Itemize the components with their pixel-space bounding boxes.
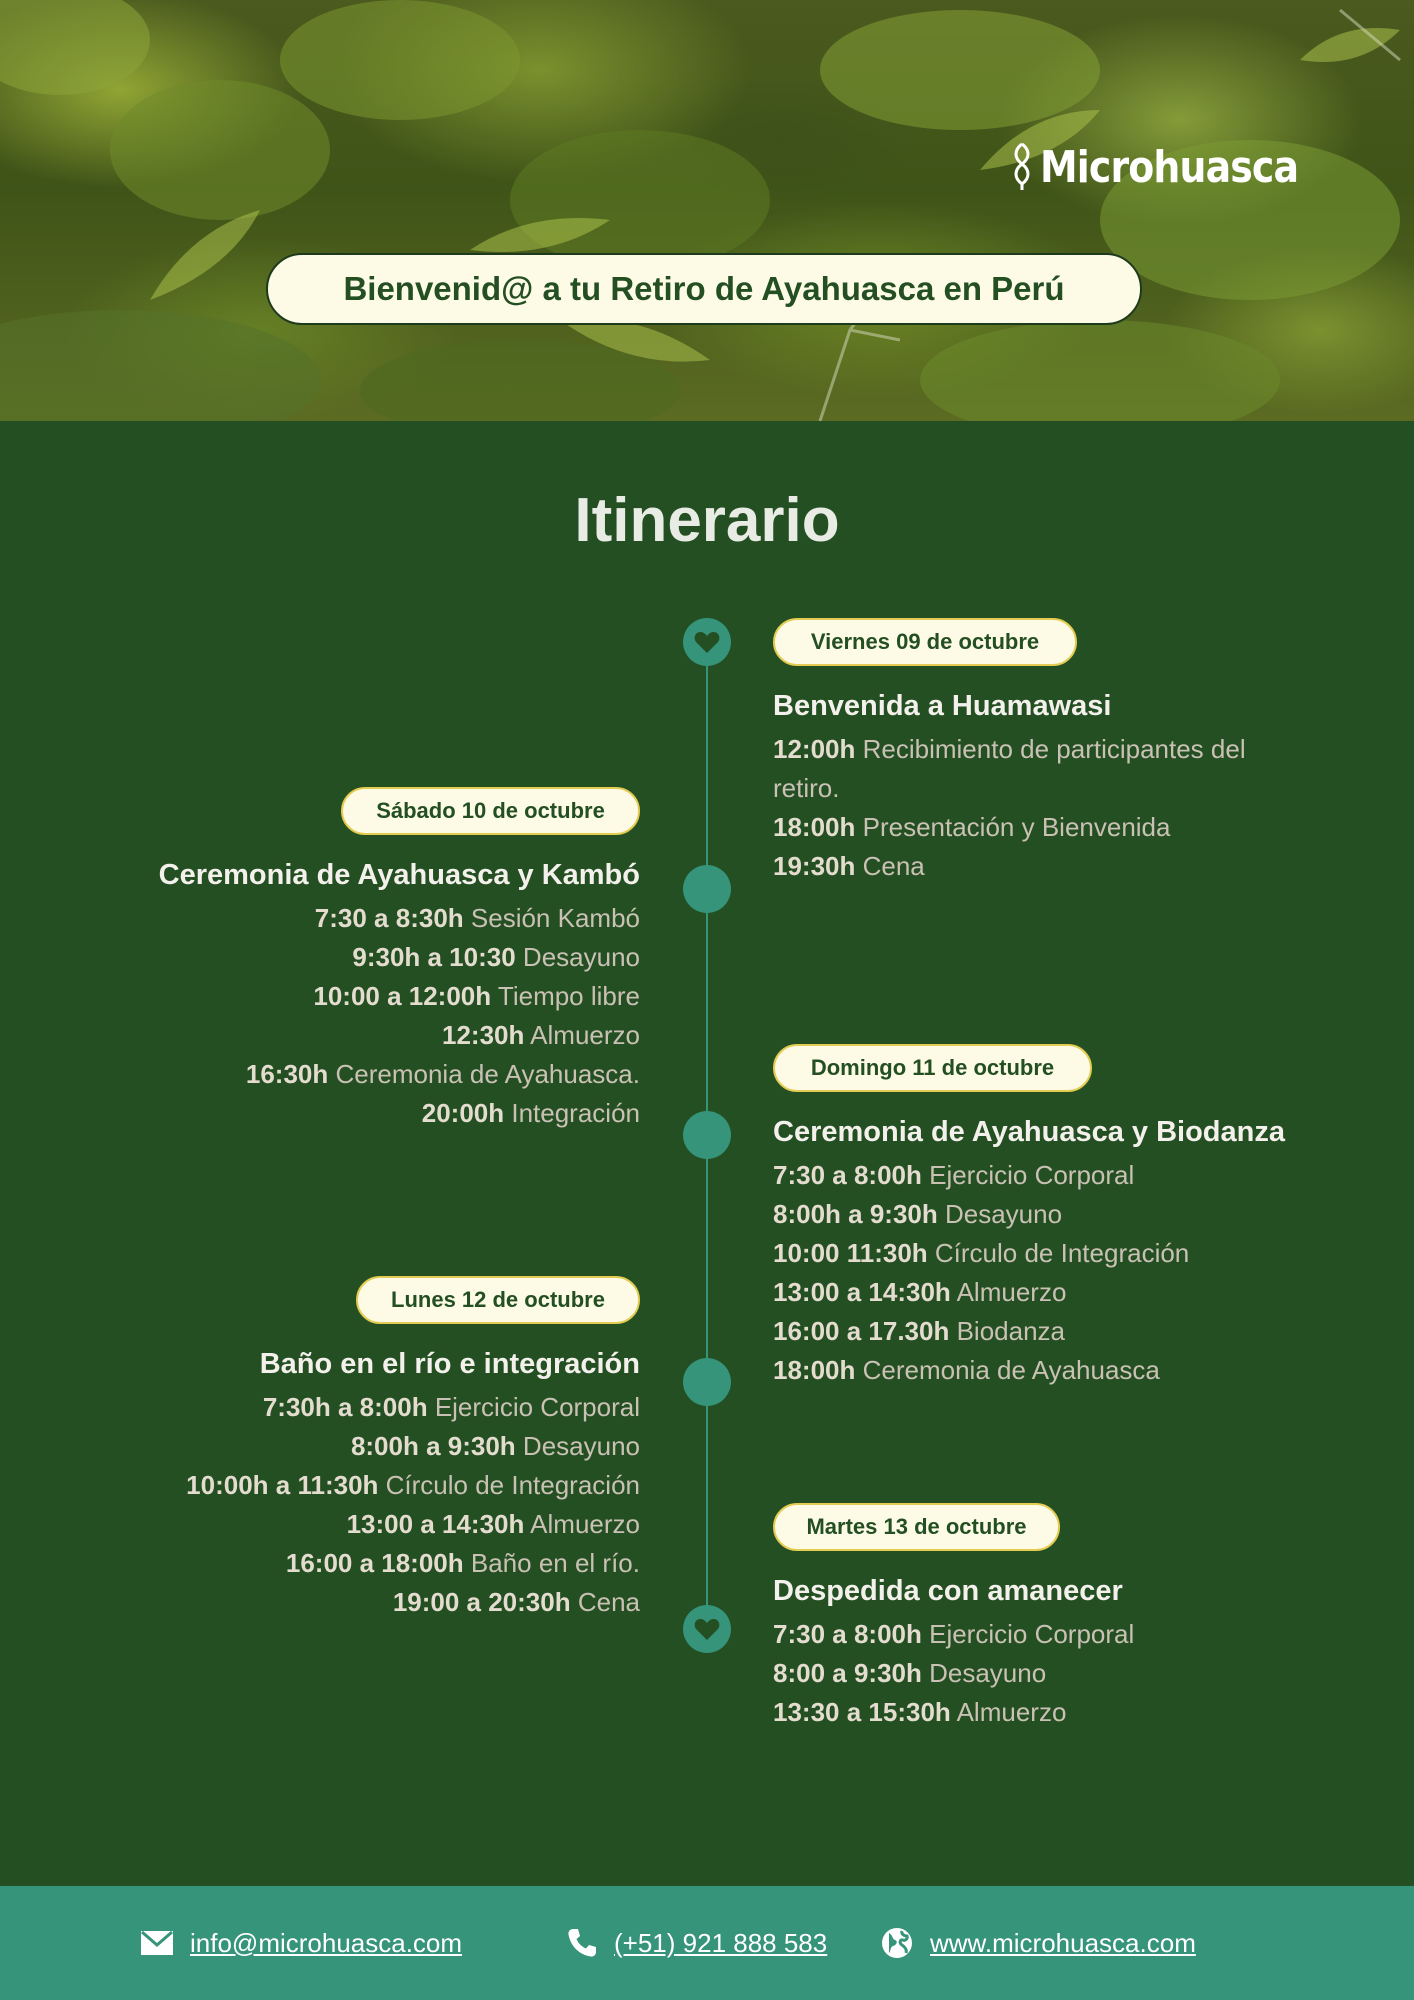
- schedule-item: [773, 1615, 1333, 1654]
- welcome-banner: [266, 253, 1142, 325]
- schedule-item: [773, 1273, 1333, 1312]
- schedule-item: [80, 977, 640, 1016]
- schedule-item: [80, 899, 640, 938]
- item-activity: Desayuno: [937, 1199, 1063, 1229]
- welcome-text: Bienvenid@ a tu Retiro de Ayahuasca en Perú: [343, 270, 1065, 307]
- item-activity: Desayuno: [515, 1431, 640, 1461]
- item-time: 16:00 a 17.30h: [773, 1316, 950, 1346]
- day-block-viernes: [773, 686, 1333, 886]
- item-activity: Cena: [570, 1587, 640, 1617]
- item-time: 12:00h: [773, 734, 856, 764]
- item-activity: Círculo de Integración: [378, 1470, 640, 1500]
- day-date: Viernes 09 de octubre: [810, 629, 1040, 654]
- day-date: Domingo 11 de octubre: [810, 1055, 1055, 1080]
- contact-phone[interactable]: [566, 1886, 827, 2000]
- item-activity: Ejercicio Corporal: [921, 1160, 1135, 1190]
- item-activity: Cena: [855, 851, 925, 881]
- item-activity: Almuerzo: [524, 1509, 640, 1539]
- schedule-item: [80, 1427, 640, 1466]
- schedule-item: [773, 1156, 1333, 1195]
- item-activity: Baño en el río.: [463, 1548, 640, 1578]
- schedule-item: [773, 1195, 1333, 1234]
- item-activity: Ejercicio Corporal: [427, 1392, 640, 1422]
- day-date: Sábado 10 de octubre: [376, 798, 605, 823]
- schedule-item: [80, 1544, 640, 1583]
- item-activity: Biodanza: [949, 1316, 1066, 1346]
- schedule-item: [773, 1234, 1333, 1273]
- jungle-photo: [0, 0, 1414, 421]
- item-activity: Presentación y Bienvenida: [855, 812, 1171, 842]
- item-time: 12:30h: [442, 1020, 525, 1050]
- item-time: 10:00 a 12:00h: [313, 981, 492, 1011]
- heart-icon: [694, 630, 720, 654]
- timeline-heart-node: [683, 1605, 731, 1653]
- schedule-item: [80, 1094, 640, 1133]
- item-activity: Círculo de Integración: [927, 1238, 1190, 1268]
- item-activity: Tiempo libre: [491, 981, 640, 1011]
- item-activity: Almuerzo: [950, 1277, 1067, 1307]
- item-time: 7:30 a 8:00h: [773, 1619, 922, 1649]
- item-time: 13:30 a 15:30h: [773, 1697, 951, 1727]
- item-time: 7:30 a 8:00h: [773, 1160, 922, 1190]
- item-time: 13:00 a 14:30h: [346, 1509, 525, 1539]
- item-activity: Sesión Kambó: [463, 903, 640, 933]
- item-time: 19:30h: [773, 851, 856, 881]
- item-activity: Ejercicio Corporal: [921, 1619, 1135, 1649]
- item-time: 19:00 a 20:30h: [392, 1587, 571, 1617]
- brand-name: Microhuasca: [1040, 141, 1299, 193]
- day-heading: Benvenida a Huamawasi: [773, 690, 1112, 722]
- item-time: 16:00 a 18:00h: [285, 1548, 464, 1578]
- schedule-item: [773, 1654, 1333, 1693]
- day-pill-viernes: [773, 618, 1077, 666]
- schedule-item: [773, 1312, 1333, 1351]
- phone-link[interactable]: (+51) 921 888 583: [614, 1927, 828, 1958]
- item-time: 9:30h a 10:30: [352, 942, 516, 972]
- day-pill-lunes: [356, 1276, 640, 1324]
- item-time: 7:30 a 8:30h: [314, 903, 464, 933]
- globe-icon: [880, 1926, 914, 1960]
- item-activity: Ceremonia de Ayahuasca: [855, 1355, 1160, 1385]
- contact-footer: [0, 1886, 1414, 2000]
- item-time: 18:00h: [773, 1355, 856, 1385]
- schedule-item: [80, 1055, 640, 1094]
- day-heading: Despedida con amanecer: [773, 1575, 1123, 1607]
- timeline-node: [683, 865, 731, 913]
- item-activity: Integración: [504, 1098, 640, 1128]
- day-block-domingo: [773, 1112, 1333, 1390]
- contact-email[interactable]: [140, 1886, 462, 2000]
- schedule-item: [80, 1388, 640, 1427]
- brand-logo: [1012, 140, 1340, 194]
- item-activity: Desayuno: [921, 1658, 1047, 1688]
- day-heading: Baño en el río e integración: [259, 1348, 640, 1380]
- schedule-item: [80, 1016, 640, 1055]
- item-time: 7:30h a 8:00h: [262, 1392, 428, 1422]
- day-pill-martes: [773, 1503, 1060, 1551]
- email-link[interactable]: info@microhuasca.com: [190, 1927, 463, 1958]
- schedule-item: [80, 938, 640, 977]
- website-link[interactable]: www.microhuasca.com: [930, 1927, 1196, 1958]
- schedule-item: [773, 847, 1333, 886]
- item-time: 8:00 a 9:30h: [773, 1658, 922, 1688]
- item-time: 18:00h: [773, 812, 856, 842]
- item-time: 8:00h a 9:30h: [773, 1199, 938, 1229]
- day-pill-sabado: [341, 787, 640, 835]
- day-date: Martes 13 de octubre: [806, 1514, 1027, 1539]
- itinerary-title: Itinerario: [574, 486, 840, 555]
- contact-website[interactable]: [880, 1886, 1196, 2000]
- day-pill-domingo: [773, 1044, 1092, 1092]
- mail-icon: [140, 1930, 174, 1956]
- schedule-item: [80, 1583, 640, 1622]
- timeline-node: [683, 1358, 731, 1406]
- item-time: 13:00 a 14:30h: [773, 1277, 951, 1307]
- phone-icon: [566, 1927, 598, 1959]
- schedule-item: [773, 730, 1293, 808]
- day-block-lunes: [80, 1344, 640, 1622]
- day-date: Lunes 12 de octubre: [391, 1287, 605, 1312]
- item-activity: Almuerzo: [950, 1697, 1067, 1727]
- day-heading: Ceremonia de Ayahuasca y Kambó: [158, 859, 640, 891]
- timeline-node: [683, 1111, 731, 1159]
- item-time: 10:00h a 11:30h: [186, 1470, 379, 1500]
- item-time: 8:00h a 9:30h: [350, 1431, 516, 1461]
- day-heading: Ceremonia de Ayahuasca y Biodanza: [773, 1116, 1285, 1148]
- logo-mark-icon: [1012, 142, 1032, 192]
- item-activity: Ceremonia de Ayahuasca.: [328, 1059, 640, 1089]
- day-block-sabado: [80, 855, 640, 1133]
- item-time: 10:00 11:30h: [773, 1238, 928, 1268]
- item-time: 20:00h: [421, 1098, 505, 1128]
- day-block-martes: [773, 1571, 1333, 1732]
- timeline-heart-node: [683, 618, 731, 666]
- item-activity: Almuerzo: [524, 1020, 640, 1050]
- heart-icon: [694, 1617, 720, 1641]
- schedule-item: [773, 808, 1333, 847]
- item-time: 16:30h: [245, 1059, 329, 1089]
- item-activity: Desayuno: [515, 942, 640, 972]
- hero-banner: [0, 0, 1414, 421]
- schedule-item: [80, 1505, 640, 1544]
- schedule-item: [773, 1351, 1333, 1390]
- schedule-item: [80, 1466, 640, 1505]
- item-activity: Recibimiento de participantes del retiro.: [773, 734, 1246, 803]
- schedule-item: [773, 1693, 1333, 1732]
